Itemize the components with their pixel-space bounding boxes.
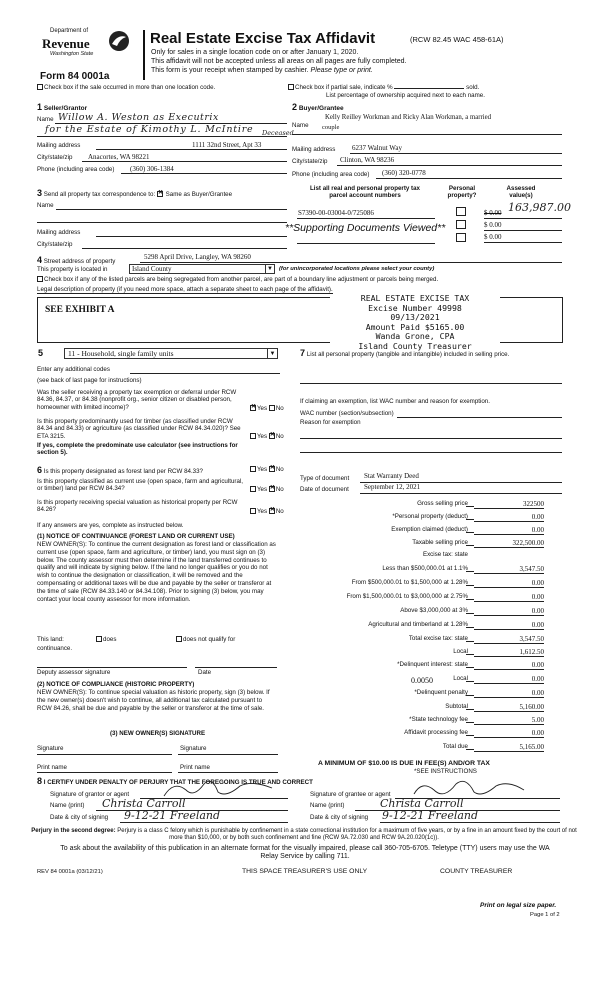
s3-name-label: Name [37,202,54,209]
personal-header-2: property? [447,192,477,200]
tax-row [280,716,572,727]
stamp-line-1: REAL ESTATE EXCISE TAX [360,293,470,303]
s6-q2-yes-label: Yes [257,486,268,493]
tax-row [280,513,572,524]
form-title: Real Estate Excise Tax Affidavit [150,30,376,47]
c2-title: (2) NOTICE OF COMPLIANCE (HISTORIC PROPERTY) [37,681,195,688]
personal-checkbox-2[interactable] [456,220,466,229]
tax-row-value[interactable]: 0.00 [474,621,544,630]
buyer-heading-text: Buyer/Grantee [298,105,344,112]
land-does-checkbox[interactable] [96,636,102,642]
assessed-row-1[interactable]: $ 0.00 [484,209,502,217]
s3-mailing-label: Mailing address [37,229,81,236]
tax-row-value[interactable]: 5,160.00 [474,703,544,712]
s6-q1-text: Is this property designated as forest land per RCW 84.33? [43,468,203,475]
header-line-3 [151,67,373,75]
tax-row-label: *State technology fee [409,716,468,723]
revenue-logo [34,28,134,70]
reason-label: Reason for exemption [300,419,361,426]
parcel-header-2: parcel account numbers [329,192,401,200]
s5-q1-no[interactable] [269,405,275,411]
alt-format: To ask about the availability of this publication in an alternate format for the visually impaired, please call 360-705-6705. Teletype (TTY) users may use the WA Relay Service by calling 711. [60,845,550,861]
header-line-2: This affidavit will not be accepted unless all areas on all pages are fully completed. [151,58,407,65]
tax-row [280,579,572,590]
tax-row-label: Gross selling price [417,500,468,507]
additional-codes: Enter any additional codes [37,366,110,373]
assessed-header-1: Assessed [506,185,536,192]
seller-mailing-label: Mailing address [37,142,81,149]
tax-row [280,661,572,672]
section6-num: 6 [37,465,43,475]
deputy-date-label: Date [198,669,212,676]
use-code-select[interactable] [64,348,278,359]
tax-row-value[interactable]: 322500 [474,500,544,509]
seller-phone-label: Phone (including area code) [37,166,115,173]
seller-city-label: City/state/zip [37,154,73,161]
assessed-header-2: value(s) [509,192,533,200]
s6-q1 [37,465,247,476]
tax-row [280,565,572,576]
buyer-mailing-label: Mailing address [292,146,336,153]
tax-row-label: Total due [442,743,468,750]
section7-desc: List all personal property (tangible and intangible) included in selling price. [306,351,510,358]
tax-row-value[interactable]: 0.00 [474,607,544,616]
tax-row-value[interactable]: 3,547.50 [474,635,544,644]
tax-row [280,689,572,700]
tax-row-label: From $500,000.01 to $1,500,000 at 1.28% [351,579,468,586]
tax-row-value[interactable]: 0.00 [474,661,544,670]
seller-city[interactable]: Anacortes, WA 98221 [88,153,150,161]
exempt-label: If claiming an exemption, list WAC number and reason for exemption. [300,398,490,405]
land-does-label: does [103,636,117,643]
tax-row-label: *Personal property (deduct) [392,513,468,520]
tax-row [280,729,572,740]
tax-row [280,551,572,562]
tax-row-value[interactable]: 0.00 [474,689,544,698]
c3-title: (3) NEW OWNER(S) SIGNATURE [110,730,206,737]
grantee-signature-scrawl [410,778,530,800]
tax-row [280,500,572,511]
seller-mailing[interactable]: 1111 32nd Street, Apt 33 [192,141,262,149]
grantor-name[interactable]: Christa Carroll [102,797,186,810]
deputy-label: Deputy assessor signature [37,669,111,676]
tax-row-label: Taxable selling price [412,539,468,546]
buyer-name-1[interactable]: Kelly Reilley Workman and Ricky Alan Workman, a married [325,114,492,121]
grantor-sig-label: Signature of grantor or agent [50,791,130,798]
s6-q1-no-label: No [275,466,284,473]
tax-row-value[interactable]: 0.00 [474,593,544,602]
s6-q3-yes[interactable] [250,508,256,514]
seller-num: 1 [37,102,43,112]
s6-q3-answer[interactable] [250,508,284,515]
grantee-name-label: Name (print) [310,802,345,809]
land-does[interactable] [96,636,116,643]
buyer-mailing[interactable]: 6237 Walnut Way [352,144,402,152]
s6-q4: If any answers are yes, complete as instructed below. [37,522,184,529]
s6-q1-answer[interactable] [250,466,284,473]
county-treasurer: COUNTY TREASURER [440,868,513,875]
tax-row-value[interactable]: 322,500.00 [474,539,544,548]
section8-num: 8 [37,776,43,786]
s6-q3-no-label: No [275,508,284,515]
doc-type-label: Type of document [300,475,350,482]
stamp-line-6: Island County Treasurer [358,340,472,351]
grantor-date[interactable]: 9-12-21 Freeland [124,809,221,822]
tax-row [280,743,572,754]
section4-num: 4 [37,255,43,265]
partial-sale-check[interactable] [288,84,479,91]
tax-row-label: Local [453,648,468,655]
section4-street [37,255,115,266]
s6-q2: Is this property classified as current use (open space, farm and agricultural, or timber) land per RCW 84.34? [37,478,244,493]
grantor-name-label: Name (print) [50,802,85,809]
land-does-not-checkbox[interactable] [176,636,182,642]
s5-q1-yes-label: Yes [257,405,268,412]
see-back: (see back of last page for instructions) [37,377,142,384]
stamp-line-4: Amount Paid $5165.00 [365,321,465,332]
legal-paper: Print on legal size paper. [480,902,557,909]
assessed-header [492,185,550,200]
tax-row-label: Excise tax: state [422,551,468,558]
owner-print-2: Print name [180,764,210,771]
personal-checkbox-1[interactable] [456,207,466,216]
tax-row-label: Exemption claimed (deduct) [391,526,468,533]
parcel-row-1[interactable]: S7390-00-03004-0/725086 [298,209,374,217]
tax-row [280,703,572,714]
tax-row-value[interactable]: 5,165.00 [474,743,544,752]
doc-type[interactable]: Stat Warranty Deed [364,472,419,480]
tax-row [280,635,572,646]
form-number: Form 84 0001a [40,71,110,82]
s6-q3-no[interactable] [269,508,275,514]
perjury-text: Perjury is a class C felony which is punishable by confinement in a state correctional institution for a maximum of five years, or by a fine in an amount fixed by the court of not more than $10,000, or by both such confinement and fine (RCW 9A.72.030 and RCW 9A.20.020(1c)). [117,828,577,842]
c1-text: NEW OWNER(S): To continue the current designation as forest land or classification as current use (open space, farm and agriculture, or timber) land, you must sign on (3) below. The county assessor must then determine if the land transferred continues to qualify and will indicate by signing below. If the land no longer qualifies or you do not wish to continue the designation or classification, it will be removed and the compensating or additional taxes will be due and payable by the seller or transferor at the time of sale (RCW 84.33.140 or 84.34.108). Prior to signing (3) below, you may contact your local county assessor for more information. [37,541,276,603]
tax-row-label: Above $3,000,000 at 3% [400,607,468,614]
s5-q2: Is this property predominantly used for timber (as classified under RCW 84.34 and 84.33) or agriculture (as classified under RCW 84.34.020)? See ETA 3215. [37,418,241,440]
wac-label: WAC number (section/subsection) [300,410,394,417]
tax-row-value[interactable]: 5.00 [474,716,544,725]
section3-num: 3 [37,188,43,198]
tax-row-value[interactable]: 1,612.50 [474,648,544,657]
seller-name-label: Name [37,116,54,123]
s6-q1-no[interactable] [269,466,275,472]
s6-q1-yes-label: Yes [257,466,268,473]
header-line-3-text: This form is your receipt when stamped by cashier. [151,67,309,74]
multi-location-check[interactable] [37,84,215,91]
tax-row-label: Total excise tax: state [408,635,468,642]
personal-checkbox-3[interactable] [456,233,466,242]
tax-row-value[interactable]: 0.00 [474,579,544,588]
s5-q2-yes-label: Yes [257,433,268,440]
treasurer-stamp [330,294,500,352]
s5-q2-no[interactable] [269,433,275,439]
personal-header-1: Personal [448,185,476,192]
logo-revenue: Revenue [42,36,90,51]
tax-row-value[interactable]: 0.00 [474,513,544,522]
tax-row-label: Affidavit processing fee [404,729,468,736]
s5-q1-answer[interactable] [250,405,284,412]
segregated-checkbox[interactable] [37,276,43,282]
grantee-date[interactable]: 9-12-21 Freeland [382,809,479,822]
tax-row [280,648,572,659]
header-line-1: Only for sales in a single location code on or after January 1, 2020. [151,49,359,56]
assessed-row-2[interactable]: $ 0.00 [484,221,502,229]
buyer-name-2[interactable]: couple [322,124,340,131]
stamp-line-3: 09/13/2021 [390,312,440,323]
tax-row-label: From $1,500,000.01 to $3,000,000 at 2.75% [346,593,468,600]
this-land: This land: [37,636,64,643]
grantor-date-label: Date & city of signing [50,814,109,821]
section5-num: 5 [38,348,44,358]
doc-date-label: Date of document [300,486,349,493]
grantee-date-label: Date & city of signing [310,814,369,821]
s3-city-label: City/state/zip [37,241,73,248]
chevron-down-icon[interactable]: ▼ [267,349,277,359]
chevron-down-icon[interactable]: ▼ [265,265,274,274]
s6-q2-yes[interactable] [250,486,256,492]
local-rate[interactable]: 0.0050 [411,676,433,685]
s5-q2-no-label: No [275,433,284,440]
section7-num: 7 [300,348,306,358]
c1-title: (1) NOTICE OF CONTINUANCE (FOREST LAND OR CURRENT USE) [37,533,235,540]
grantor-signature-scrawl [160,778,280,800]
stamp-line-2: Excise Number 49998 [368,302,462,313]
see-exhibit: SEE EXHIBIT A [45,305,115,315]
tax-row-label: Local [453,675,468,682]
seller-heading-text: Seller/Grantor [43,105,88,112]
tax-row [280,593,572,604]
tax-row-value[interactable]: 3,547.50 [474,565,544,574]
doc-date[interactable]: September 12, 2021 [364,483,421,491]
grantee-sig-label: Signature of grantee or agent [310,791,391,798]
treasurer-use: THIS SPACE TREASURER'S USE ONLY [242,868,368,875]
certify-text: I CERTIFY UNDER PENALTY OF PERJURY THAT THE FOREGOING IS TRUE AND CORRECT [43,779,313,786]
c2-text: NEW OWNER(S): To continue special valuation as historic property, sign (3) below. If the new owner(s) doesn't wish to continue, all additional tax calculated pursuant to RCW 84.26, shall be due and payable by the seller or transferor at the time of sale. [37,689,270,712]
partial-sale-sold: sold. [466,84,480,91]
page-number: Page 1 of 2 [530,912,560,918]
buyer-phone[interactable]: (360) 320-0778 [382,169,426,177]
buyer-name-label: Name [292,122,309,129]
parcel-header [300,185,430,200]
located-label: This property is located in [37,266,108,273]
use-code-value: 11 - Household, single family units [68,349,174,358]
tax-row [280,607,572,618]
see-instructions: *SEE INSTRUCTIONS [414,768,477,775]
owner-sig-2: Signature [180,745,207,752]
partial-sale-label: Check box if partial sale, indicate % [295,84,393,91]
s5-q1: Was the seller receiving a property tax exemption or deferral under RCW 84.36, 84.37, or 84.38 (nonprofit org., senior citizen or disabled person, homeowner with limited income)? [37,389,237,411]
tax-row-label: Less than $500,000.01 at 1.1% [382,565,468,572]
perjury-label: Perjury in the second degree: [31,828,116,834]
segregated-check[interactable] [37,276,438,283]
seller-deceased: Deceased [262,129,294,137]
continuance: continuance. [37,645,73,652]
section7-text [300,348,562,359]
tax-row-value[interactable]: 0.00 [474,729,544,738]
assessed-hand-1[interactable]: 163,987.00 [508,201,571,214]
section3-text: Send all property tax correspondence to: [43,191,156,198]
s6-q1-yes[interactable] [250,466,256,472]
s6-q2-no-label: No [275,486,284,493]
owner-sig-1: Signature [37,745,64,752]
buyer-city[interactable]: Clinton, WA 98236 [340,156,395,164]
tax-row-value[interactable]: 0.00 [474,675,544,684]
stamp-line-5: Wanda Grone, CPA [375,331,455,342]
s6-q3-yes-label: Yes [257,508,268,515]
tax-row-label: *Delinquent interest: state [397,661,468,668]
section3-label [37,188,232,199]
logo-state: Washington State [50,51,94,57]
personal-header [440,185,484,200]
same-as-buyer-label: Same as Buyer/Grantee [165,191,233,198]
form-code: (RCW 82.45 WAC 458-61A) [410,35,504,44]
land-does-not[interactable] [176,636,235,643]
tax-row [280,621,572,632]
seller-name-1[interactable]: Willow A. Weston as Executrix [58,112,219,123]
county-select[interactable] [129,264,275,274]
minimum-due: A MINIMUM OF $10.00 IS DUE IN FEE(S) AND/OR TAX [318,760,490,767]
street-label: Street address of property [43,258,116,265]
s5-q1-yes[interactable] [250,405,256,411]
county-note: (for unincorporated locations please select your county) [279,266,435,272]
grantee-name[interactable]: Christa Carroll [380,797,464,810]
header-line-3-italic: Please type or print. [310,67,373,74]
logo-dept: Department of [50,28,89,34]
tax-row [280,539,572,550]
buyer-num: 2 [292,102,298,112]
revenue-logo-icon [106,30,132,52]
legal-desc-label: Legal description of property (if you need more space, attach a separate sheet to each page of the affidavit). [37,286,333,293]
tax-row-label: Agricultural and timberland at 1.28% [368,621,468,628]
multi-location-label: Check box if the sale occurred in more than one location code. [44,84,216,91]
s6-q2-answer[interactable] [250,486,284,493]
s5-q2-yes[interactable] [250,433,256,439]
partial-sale-checkbox[interactable] [288,84,294,90]
street-address[interactable]: 5298 April Drive, Langley, WA 98260 [144,253,251,261]
ownership-note: List percentage of ownership acquired next to each name. [326,92,485,99]
assessed-row-3[interactable]: $ 0.00 [484,233,502,241]
supporting-docs: **Supporting Documents Viewed** [285,222,446,234]
s5-q2b: If yes, complete the predominate use calculator (see instructions for section 5). [37,442,238,457]
county-value: Island County [132,265,172,273]
seller-phone[interactable]: (360) 306-1384 [130,165,174,173]
tax-row-label: *Delinquent penalty [414,689,468,696]
parcel-header-1: List all real and personal property tax [309,185,421,192]
multi-location-checkbox[interactable] [37,84,43,90]
s5-q1-no-label: No [275,405,284,412]
owner-print-1: Print name [37,764,67,771]
s6-q3: Is this property receiving special valuation as historical property per RCW 84.26? [37,499,238,514]
land-does-not-label: does not qualify for [183,636,236,643]
s6-q2-no[interactable] [269,486,275,492]
tax-row-label: Subtotal [445,703,468,710]
tax-row-value[interactable]: 0.00 [474,526,544,535]
segregated-label: Check box if any of the listed parcels are being segregated from another parcel, are part of a boundary line adjustment or parcels being merged. [44,276,439,283]
buyer-city-label: City/state/zip [292,158,328,165]
rev-number: REV 84 0001a (03/12/21) [37,869,103,875]
buyer-phone-label: Phone (including area code) [292,171,370,178]
buyer-heading [292,102,344,113]
seller-name-2[interactable]: for the Estate of Kimothy L. McIntire [45,124,254,135]
s5-q2-answer[interactable] [250,433,284,440]
tax-row [280,526,572,537]
perjury [30,828,578,842]
same-as-buyer-checkbox[interactable] [157,191,163,197]
